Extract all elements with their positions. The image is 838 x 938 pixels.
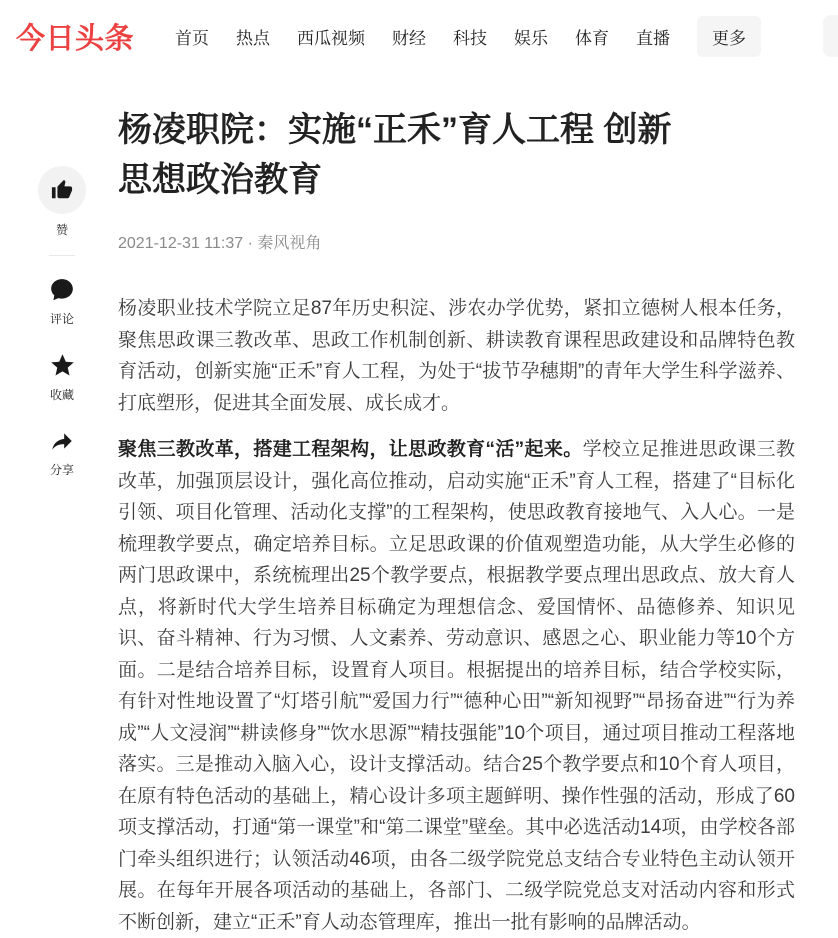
nav-item-hot[interactable]: 热点 — [236, 28, 271, 48]
share-icon — [49, 428, 75, 454]
nav-item-tech[interactable]: 科技 — [453, 28, 488, 48]
article-title — [118, 105, 795, 205]
paragraph-2-lead: 聚焦三教改革，搭建工程架构，让思政教育“活”起来。 — [118, 439, 583, 460]
rail-divider — [49, 255, 75, 256]
like-button-circle — [38, 166, 86, 214]
nav-item-ent[interactable]: 娱乐 — [514, 28, 549, 48]
comment-label: 评论 — [49, 312, 74, 326]
paragraph-2-text: 学校立足推进思政课三教改革，加强顶层设计，强化高位推动，启动实施“正禾”育人工程，搭建了“目标化引领、项目化管理、活动化支撑”的工程架构，使思政教育接地气、入人心。一是梳理教学要点，确定培养目标。立足思政课的价值观塑造功能，从大学生必修的两门思政课中，系统梳理出25个教学要点，根据教学要点理出思政点、放大育人点，将新时代大学生培养目标确定为理想信念、爱国情怀、品德修养、知识见识、奋斗精神、行为习惯、人文素养、劳动意识、感恩之心、职业能力等10个方面。二是结合培养目标，设置育人项目。根据提出的培养目标，结合学校实际，有针对性地设置了“灯塔引航”“爱国力行”“德种心田”“新知视野”“昂扬奋进”“行为养成”“人文浸润”“耕读修身”“饮水思源”“精技强能”10个项目，通过项目推动工程落地落实。三是推动入脑入心，设计支撑活动。结合25个教学要点和10个育人项目，在原有特色活动的基础上，精心设计多项主题鲜明、操作性强的活动，形成了60项支撑活动，打通“第一课堂”和“第二课堂”壁垒。其中必选活动14项，由学校各部门牵头组织进行；认领活动46项，由各二级学院党总支结合专业特色主动认领开展。在每年开展各项活动的基础上，各部门、二级学院党总支对活动内容和形式不断创新，建立“正禾”育人动态管理库，推出一批有影响的品牌活动。 — [118, 439, 795, 933]
action-rail — [36, 166, 88, 503]
article-title-line-1: 杨凌职院：实施“正禾”育人工程 创新 — [118, 111, 672, 149]
nav-item-sports[interactable]: 体育 — [575, 28, 610, 48]
favorite-button[interactable] — [49, 352, 76, 403]
share-label: 分享 — [49, 463, 74, 477]
top-nav-bar — [0, 0, 838, 72]
article-body — [118, 293, 795, 938]
like-label: 赞 — [55, 223, 68, 237]
star-icon — [49, 352, 76, 379]
paragraph-2 — [118, 434, 795, 938]
toutiao-logo[interactable]: 今日头条 — [16, 22, 135, 55]
favorite-label: 收藏 — [49, 388, 74, 402]
thumbs-up-icon — [51, 179, 73, 201]
nav-item-home[interactable]: 首页 — [175, 28, 210, 48]
nav-more-button[interactable]: 更多 — [697, 16, 761, 57]
main-nav — [175, 16, 761, 57]
nav-item-xigua[interactable]: 西瓜视频 — [297, 28, 366, 48]
nav-item-finance[interactable]: 财经 — [392, 28, 427, 48]
share-button[interactable] — [49, 428, 75, 478]
article-title-line-2: 思想政治教育 — [118, 161, 322, 199]
comment-icon — [49, 277, 75, 303]
like-button[interactable] — [38, 166, 86, 238]
paragraph-1: 杨凌职业技术学院立足87年历史积淀、涉农办学优势，紧扣立德树人根本任务，聚焦思政课三教改革、思政工作机制创新、耕读教育课程思政建设和品牌特色教育活动，创新实施“正禾”育人工程，为处于“拔节孕穗期”的青年大学生科学滋养、打底塑形，促进其全面发展、成长成才。 — [118, 298, 795, 414]
edge-cutoff-pill[interactable] — [823, 15, 838, 57]
nav-item-live[interactable]: 直播 — [636, 28, 671, 48]
article-meta: 2021-12-31 11:37 · 秦风视角 — [118, 235, 322, 252]
article-container — [118, 72, 795, 938]
comment-button[interactable] — [49, 277, 75, 327]
